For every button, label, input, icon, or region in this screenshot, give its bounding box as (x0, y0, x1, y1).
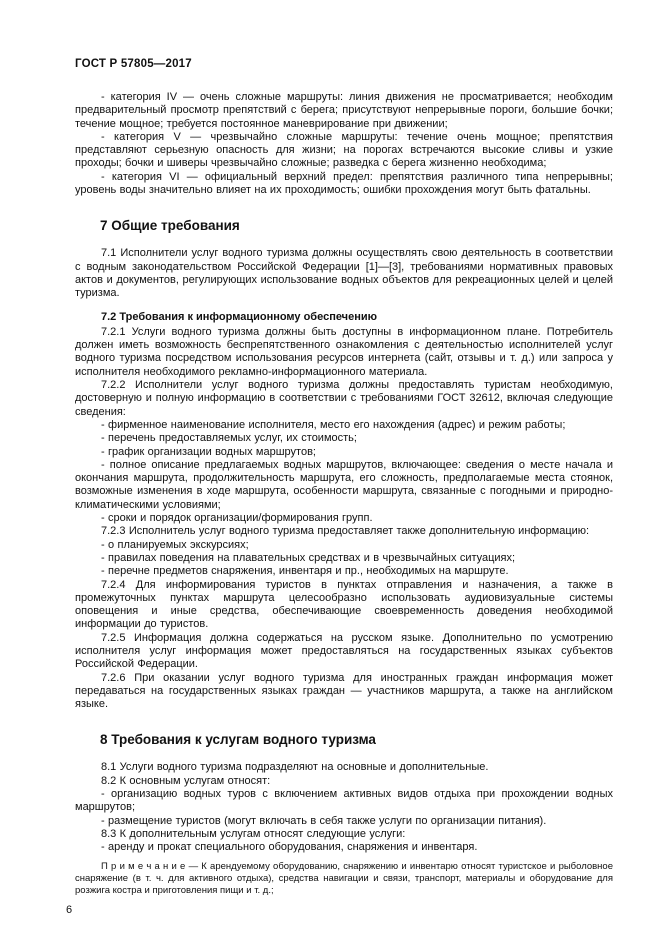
list-item-category-6: - категория VI — официальный верхний предел: препятствия различного типа непрерывны; уровень воды значительно влияет на их проходимость; ошибки прохождения могут быть фатальны. (75, 170, 613, 197)
paragraph-7-1: 7.1 Исполнители услуг водного туризма должны осуществлять свою деятельность в соответствии с водным законодательством Российской Федерации [1]—[3], требованиями нормативных правовых актов и документов, регулирующих использование водных объектов для рекреационных целей и целей туризма. (75, 247, 613, 300)
list-item-rental: - аренду и прокат специального оборудования, снаряжения и инвентаря. (101, 841, 478, 854)
list-item-conduct-rules: - правилах поведения на плавательных средствах и в чрезвычайных ситуациях; (101, 551, 516, 564)
section-7-heading: 7 Общие требования (100, 218, 240, 234)
list-item-services-list: - перечень предоставляемых услуг, их стоимость; (101, 432, 357, 445)
list-item-accommodation: - размещение туристов (могут включать в себя также услуги по организации питания). (101, 814, 547, 827)
list-item-water-tours: - организацию водных туров с включением активных видов отдыха при прохождении водных маршрутов; (75, 788, 613, 814)
list-item-category-4: - категория IV — очень сложные маршруты: линия движения не просматривается; необходим предварительный просмотр препятствий с берега; присутствуют непрерывные пороги, большие бочки; течение мощное; требуется постоянное маневрирование при движении; (75, 91, 613, 130)
list-item-route-description: - полное описание предлагаемых водных маршрутов, включающее: сведения о месте начала и окончания маршрута, продолжительность маршрута, его сложность, предполагаемые места стоянок, возможные изменения в ходе маршрута, особенности маршрута, связанные с погодными и природно-климатическими условиями; (75, 458, 613, 511)
section-8-heading: 8 Требования к услугам водного туризма (100, 732, 376, 748)
paragraph-7-2-3: 7.2.3 Исполнитель услуг водного туризма предоставляет также дополнительную информацию: (101, 525, 590, 538)
list-item-category-5: - категория V — чрезвычайно сложные маршруты: течение очень мощное; препятствия представляют серьезную опасность для жизни; на порогах встречаются высокие сливы и узкие проходы; бочки и шиверы чрезвычайно сложные; разведка с берега жизненно необходима; (75, 130, 613, 170)
subsection-7-2-heading: 7.2 Требования к информационному обеспечению (101, 310, 377, 323)
list-item-excursions: - о планируемых экскурсиях; (101, 538, 249, 551)
paragraph-7-2-6: 7.2.6 При оказании услуг водного туризма для иностранных граждан информация может передаваться на государственных языках граждан — участников маршрута, а также на английском языке. (75, 671, 613, 711)
paragraph-8-3: 8.3 К дополнительным услугам относят следующие услуги: (101, 827, 406, 840)
paragraph-8-1: 8.1 Услуги водного туризма подразделяют на основные и дополнительные. (101, 761, 489, 774)
page-number: 6 (66, 903, 73, 916)
note-paragraph: П р и м е ч а н и е — К арендуемому оборудованию, снаряжению и инвентарю относят туристское и рыболовное снаряжение (в т. ч. для активного отдыха), средства навигации и связи, транспорт, материалы и оборудование для розжига костра и приготовления пищи и т. д.; (75, 860, 613, 896)
paragraph-7-2-5: 7.2.5 Информация должна содержаться на русском языке. Дополнительно по усмотрению исполнителя услуг информация может предоставляться на государственных языках субъектов Российской Федерации. (75, 631, 613, 671)
list-item-group-formation: - сроки и порядок организации/формирования групп. (101, 512, 373, 525)
paragraph-7-2-4: 7.2.4 Для информирования туристов в пунктах отправления и назначения, а также в промежуточных пунктах маршрута целесообразно использовать аудиовизуальные системы оповещения и иные средства, обеспечивающие своевременность доведения необходимой информации до туристов. (75, 578, 613, 631)
list-item-company-name: - фирменное наименование исполнителя, место его нахождения (адрес) и режим работы; (101, 418, 566, 431)
list-item-route-schedule: - график организации водных маршрутов; (101, 445, 316, 458)
paragraph-7-2-1: 7.2.1 Услуги водного туризма должны быть доступны в информационном плане. Потребитель должен иметь возможность беспрепятственного ознакомления с деятельностью исполнителей услуг водного туризма посредством использования ресурсов интернета (сайт, отзывы и т. д.) или запроса у исполнителя необходимого рекламно-информационного материала. (75, 325, 613, 378)
paragraph-8-2: 8.2 К основным услугам относят: (101, 774, 271, 787)
document-code-header: ГОСТ Р 57805—2017 (75, 58, 192, 70)
list-item-equipment-list: - перечне предметов снаряжения, инвентаря и пр., необходимых на маршруте. (101, 565, 509, 578)
paragraph-7-2-2: 7.2.2 Исполнители услуг водного туризма должны предоставлять туристам необходимую, достоверную и полную информацию в соответствии с требованиями ГОСТ 32612, включая следующие сведения: (75, 379, 613, 418)
